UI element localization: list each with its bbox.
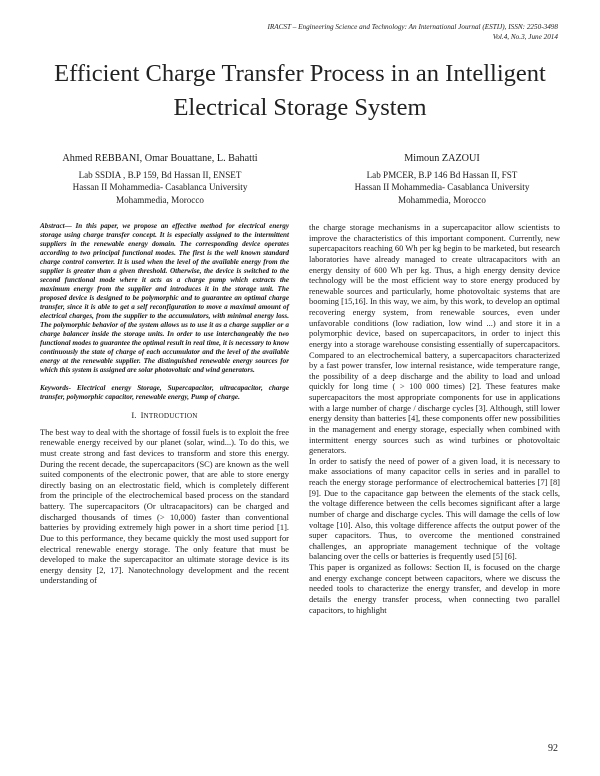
author-affiliation-2a: Lab PMCER, B.P 146 Bd Hassan II, FST (366, 169, 518, 180)
left-column (40, 222, 289, 586)
right-paragraph-1: the charge storage mechanisms in a supercapacitor allow scientists to improve the characteristics of this important component. Currently, new supercapacitors reaching 60 Wh per kg begin to be marketed, but research laboratories have already managed to create ultracapacitors with an energy density of 600 Wh per kg. Thus, a high energy density device technology will be the most efficient way to store energy produced by renewable sources and particularly, home photovoltaic systems that are booming [15,16]. In this way, we aim, by this work, to develop an optimal recovering energy system, from renewable sources, even under unfavorable conditions (low radiation, low wind ...) and store it in a polymorphic device, based on supercapacitors, in order to inject this energy into a storage warehouse consisting essentially of supercapacitors. Compared to an electrochemical battery, a supercapacitors characterized by a fast power transfer, low internal resistance, wide temperature range, the possibility of a deep discharge and the ability to load and unload quickly for long time ( > 100 000 times) [2]. These features make supercapacitors the most appropriate components for use in applications with a large number of charge / discharge cycles [3]. Although, still lower energy density than batteries [4], these components offer new possibilities in the management and energy storage, especially when combined with intermittent energy sources such as wind turbines or photovoltaic generators. (309, 222, 560, 456)
journal-header (198, 23, 558, 42)
author-names-1: Ahmed REBBANI, Omar Bouattane, L. Bahatti (62, 153, 258, 164)
title-line-2: Electrical Storage System (173, 94, 427, 121)
right-paragraph-2: In order to satisfy the need of power of a given load, it is necessary to make associations of many capacitor cells in series and in parallel to reach the energy storage performance of electrochemical batteries [7] [8] [9]. Due to the capacitance gap between the elements of the stack cells, the voltage difference between the cells becomes significant after a large number of charge and discharge cycles. This will damage the cells of low voltage [10]. Also, this voltage difference affects the output power of the super capacitors. Thus, to overcome the mentioned constrained challenges, an appropriate management technique of the voltage balancing over the cells or batteries is frequently used [5] [6]. (309, 455, 560, 562)
page-number: 92 (548, 743, 558, 754)
author-names-2: Mimoun ZAZOUI (404, 153, 480, 164)
abstract: Abstract— In this paper, we propose an effective method for electrical energy storage using charge transfer concept. It is especially assigned to the intermittent suppliers in the renewable energy domain. The corresponding device operates according to two principal functional modes. The first is the well known standard charge control converter. It is used when the level of the available energy from the supplier is greater than a given threshold. Otherwise, the device is switched to the second functional mode where it acts as a charge pump which extracts the maximum energy from the supplier and introduces it in the storage unit. The proposed device is designed to be polymorphic and to guarantee an optimal charge transfer, since it is able to get a self reconfiguration to move a maximal amount of electrical charges, from the supplier to the accumulators, with minimal energy loss. The polymorphic behavior of the system allows us to use it as a charge supplier or a charge balancer inside the storage units. In order to use interchangeably the two functional modes to guarantee the optimal result in real time, it is necessary to know continuously the state of charge of each accumulator and the level of the available energy at the renewable supplier. The distinguished renewable energy sources for which this system is assigned are solar photovoltaic and wind generators. (40, 222, 289, 374)
right-column (309, 222, 560, 615)
section-title-rest: NTRODUCTION (143, 412, 198, 420)
author-affiliation-1c: Mohammedia, Morocco (116, 194, 204, 205)
author-affiliation-1a: Lab SSDIA , B.P 159, Bd Hassan II, ENSET (78, 169, 242, 180)
section-numeral: I. (131, 410, 137, 420)
intro-paragraph: The best way to deal with the shortage of fossil fuels is to exploit the free renewable energy received by our planet (solar, wind...). To do this, we must create strong and fast devices to transform and store this energy. During the recent decade, the supercapacitors (SC) are known as the well suited components of the electronic power, that are able to store energy directly basing on an electrostatic field, which is completely different from the principle of the electrochemical based process on the standard battery. The supercapacitors (Or ultracapacitors) can be charged and discharged thousands of times (> 10,000) faster than conventional batteries by providing extremely high power in a short time period [1]. Due to this performance, they became quickly the most used support for electrical renewable energy storage. The only feature that must be developed to make the supercapacitor an ultimate storage device is its energy density [2, 17]. Nanotechnology development and the recent understanding of (40, 426, 289, 586)
section-heading-introduction (40, 410, 289, 422)
journal-line-2: Vol.4, No.3, June 2014 (492, 32, 558, 41)
right-paragraph-3: This paper is organized as follows: Section II, is focused on the charge and energy exchange concept between capacitors, where we discuss the needed tools to characterize the energy transfer, and develop in more details the energy transfer process, when connecting two parallel capacitors, to highlight (309, 562, 560, 615)
author-block-2 (322, 153, 562, 206)
author-affiliation-2b: Hassan II Mohammedia- Casablanca University (354, 182, 530, 193)
author-affiliation-2c: Mohammedia, Morocco (398, 194, 486, 205)
author-affiliation-1b: Hassan II Mohammedia- Casablanca University (72, 182, 248, 193)
paper-title (40, 57, 560, 125)
title-line-1: Efficient Charge Transfer Process in an Intelligent (54, 60, 546, 87)
author-block-1 (40, 153, 280, 206)
journal-line-1: IRACST – Engineering Science and Technology: An International Journal (ESTIJ), ISSN: 2250-3498 (267, 23, 558, 31)
keywords: Keywords- Electrical energy Storage, Supercapacitor, ultracapacitor, charge transfer, polymorphic capacitor, renewable energy, Pump of charge. (40, 384, 289, 401)
section-first-letter: I (140, 410, 144, 420)
